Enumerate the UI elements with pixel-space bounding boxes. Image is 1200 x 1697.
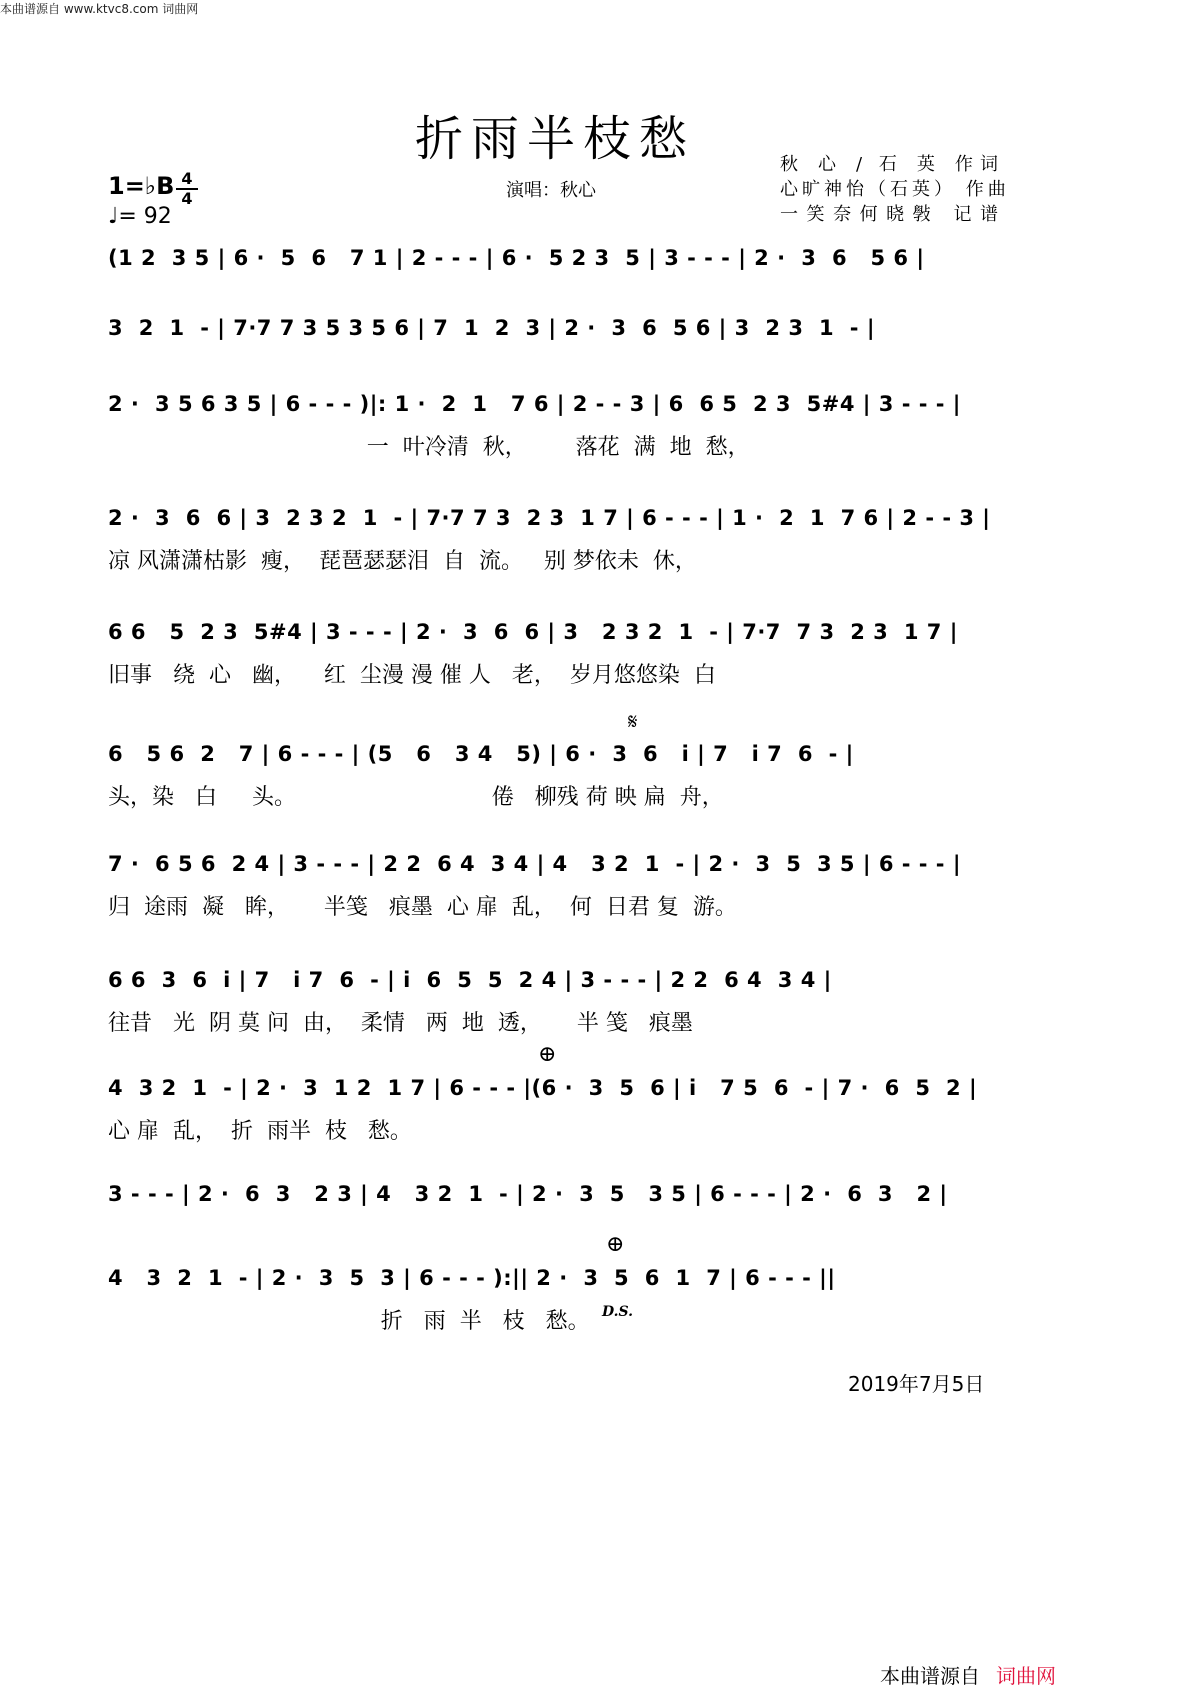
score-row-8-notes: 6 6 3 6 i | 7 i 7 6 - | i 6 5 5 2 4 | 3 - - - | 2 2 6 4 3 4 | [108,968,832,992]
date-stamp: 2019年7月5日 [848,1372,985,1396]
tempo-marking: ♩= 92 [108,204,172,229]
score-row-1-notes: (1 2 3 5 | 6 · 5 6 7 1 | 2 - - - | 6 · 5 2 3 5 | 3 - - - | 2 · 3 6 5 6 | [108,246,925,270]
score-row-11-lyrics: 折 雨 半 枝 愁。 [108,1309,590,1334]
score-row-5-lyrics: 旧事 绕 心 幽， 红 尘漫 漫 催 人 老， 岁月悠悠染 白 [108,663,716,688]
footer-site-link[interactable]: 词曲网 [996,1664,1056,1688]
coda-symbol-2: ⊕ [606,1232,625,1257]
score-row-2-notes: 3 2 1 - | 7·7 7 3 5 3 5 6 | 7 1 2 3 | 2 · 3 6 5 6 | 3 2 3 1 - | [108,316,875,340]
credits-block [780,152,1010,227]
score-row-5-notes: 6 6 5 2 3 5#4 | 3 - - - | 2 · 3 6 6 | 3 2 3 2 1 - | 7·7 7 3 2 3 1 7 | [108,620,958,644]
score-row-9-notes: 4 3 2 1 - | 2 · 3 1 2 1 7 | 6 - - - |(6 · 3 5 6 | i 7 5 6 - | 7 · 6 5 2 | [108,1076,978,1100]
transcriber-credit: 一笑奈何晓斅 记谱 [780,204,1002,225]
coda-symbol-1: ⊕ [538,1042,557,1067]
watermark-top: 本曲谱源自 www.ktvc8.com 词曲网 [0,2,199,16]
score-row-6-lyrics: 头，染 白 头。 倦 柳残 荷 映 扁 舟， [108,785,724,810]
score-row-7-notes: 7 · 6 5 6 2 4 | 3 - - - | 2 2 6 4 3 4 | 4 3 2 1 - | 2 · 3 5 3 5 | 6 - - - | [108,852,961,876]
composer-credit: 心旷神怡（石英） 作曲 [780,179,1010,200]
time-signature [176,171,198,207]
score-row-4-lyrics: 凉 风潇潇枯影 瘦， 琵琶瑟瑟泪 自 流。 别 梦依未 休， [108,549,697,574]
score-row-7-lyrics: 归 途雨 凝 眸， 半笺 痕墨 心 扉 乱， 何 日君 复 游。 [108,895,737,920]
score-row-11-notes: 4 3 2 1 - | 2 · 3 5 3 | 6 - - - ):|| 2 · 3 5 6 1 7 | 6 - - - || [108,1266,836,1290]
score-row-3-notes: 2 · 3 5 6 3 5 | 6 - - - )|: 1 · 2 1 7 6 | 2 - - 3 | 6 6 5 2 3 5#4 | 3 - - - | [108,392,961,416]
score-row-8-lyrics: 往昔 光 阴 莫 问 由， 柔情 两 地 透， 半 笺 痕墨 [108,1011,693,1036]
score-row-9-lyrics: 心 扉 乱， 折 雨半 枝 愁。 [108,1119,412,1144]
song-title: 折雨半枝愁 [414,111,695,167]
score-row-3-lyrics: 一 叶冷清 秋， 落花 满 地 愁， [108,435,750,460]
score-row-6-notes: 6 5 6 2 7 | 6 - - - | (5 6 3 4 5) | 6 · 3 6 i | 7 i 7 6 - | [108,742,854,766]
time-signature-top: 4 [181,169,193,188]
footer-source: 本曲谱源自 [880,1664,980,1688]
score-row-4-notes: 2 · 3 6 6 | 3 2 3 2 1 - | 7·7 7 3 2 3 1 7 | 6 - - - | 1 · 2 1 7 6 | 2 - - 3 | [108,506,991,530]
lyricist-credit: 秋 心 / 石 英 作词 [780,154,1002,175]
time-signature-bottom: 4 [181,189,193,208]
footer-watermark [880,1660,1056,1689]
ds-marking: D.S. [602,1304,634,1320]
segno-symbol: 𝄋 [628,710,638,735]
singer-credit: 演唱：秋心 [506,180,596,201]
key-signature: 1=♭B [108,172,175,200]
score-row-10-notes: 3 - - - | 2 · 6 3 2 3 | 4 3 2 1 - | 2 · 3 5 3 5 | 6 - - - | 2 · 6 3 2 | [108,1182,948,1206]
